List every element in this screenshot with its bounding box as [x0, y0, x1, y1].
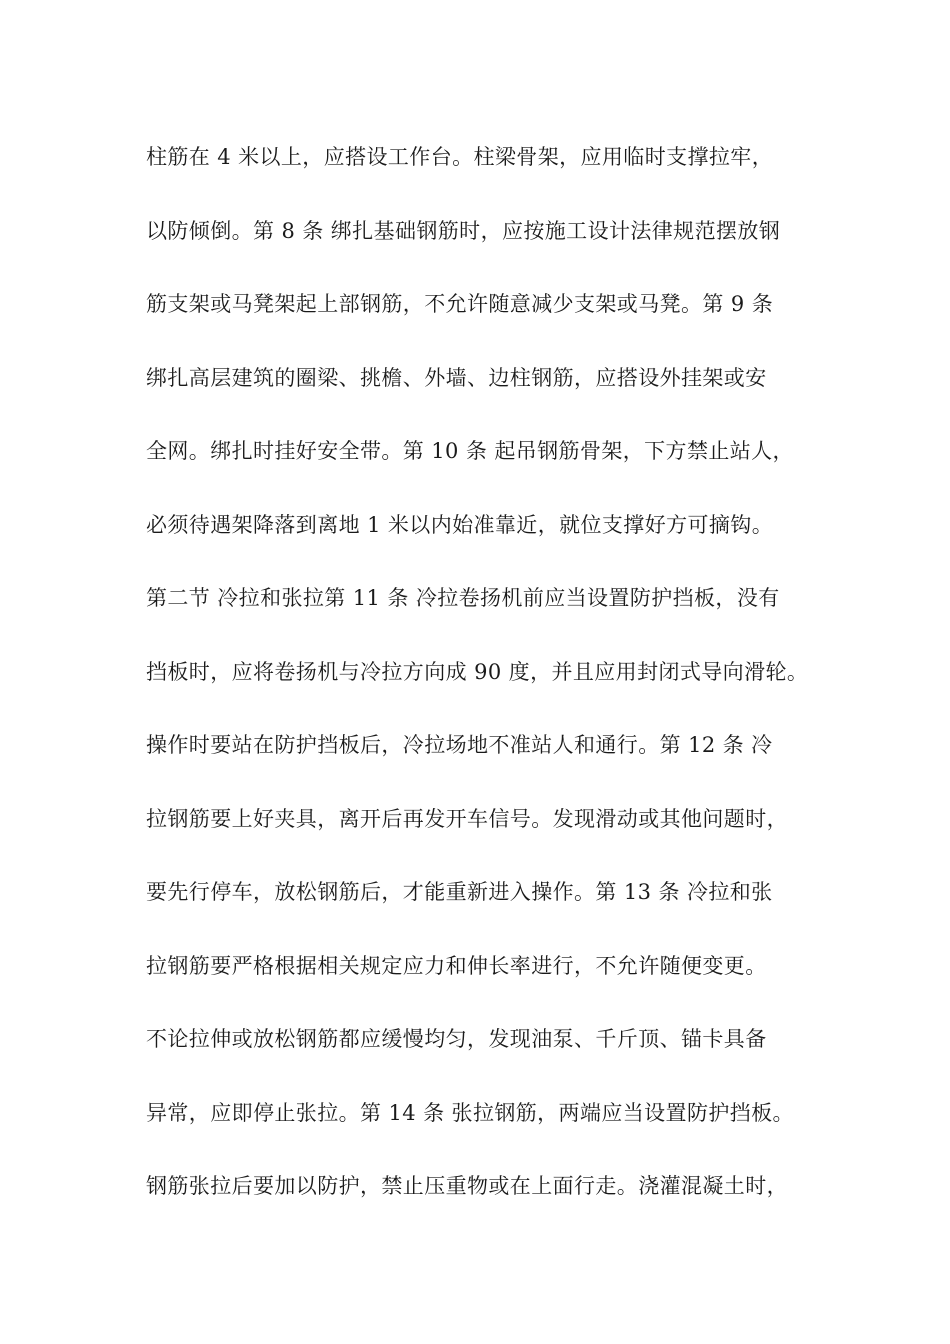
text-line: 柱筋在 4 米以上，应搭设工作台。柱梁骨架，应用临时支撑拉牢， — [146, 145, 774, 169]
text-line: 拉钢筋要上好夹具，离开后再发开车信号。发现滑动或其他问题时， — [146, 806, 788, 831]
text-line: 以防倾倒。第 8 条 绑扎基础钢筋时，应按施工设计法律规范摆放钢 — [146, 218, 781, 243]
text-line: 挡板时，应将卷扬机与冷拉方向成 90 度，并且应用封闭式导向滑轮。 — [146, 659, 809, 684]
text-line: 拉钢筋要严格根据相关规定应力和伸长率进行，不允许随便变更。 — [146, 953, 767, 978]
text-line: 第二节 冷拉和张拉第 11 条 冷拉卷扬机前应当设置防护挡板，没有 — [146, 586, 780, 610]
text-line: 要先行停车，放松钢筋后，才能重新进入操作。第 13 条 冷拉和张 — [146, 880, 773, 904]
text-line: 绑扎高层建筑的圈梁、挑檐、外墙、边柱钢筋，应搭设外挂架或安 — [146, 365, 767, 390]
text-line: 操作时要站在防护挡板后，冷拉场地不准站人和通行。第 12 条 冷 — [146, 733, 773, 757]
text-line: 不论拉伸或放松钢筋都应缓慢均匀，发现油泵、千斤顶、锚卡具备 — [146, 1027, 767, 1051]
text-line: 钢筋张拉后要加以防护，禁止压重物或在上面行走。浇灌混凝土时， — [146, 1174, 788, 1198]
body-text — [146, 132, 836, 1235]
text-line: 全网。绑扎时挂好安全带。第 10 条 起吊钢筋骨架，下方禁止站人， — [146, 439, 794, 463]
text-line: 必须待遇架降落到离地 1 米以内始准靠近，就位支撑好方可摘钩。 — [146, 512, 774, 537]
text-line: 筋支架或马凳架起上部钢筋，不允许随意减少支架或马凳。第 9 条 — [146, 292, 774, 316]
text-line: 异常，应即停止张拉。第 14 条 张拉钢筋，两端应当设置防护挡板。 — [146, 1100, 794, 1125]
